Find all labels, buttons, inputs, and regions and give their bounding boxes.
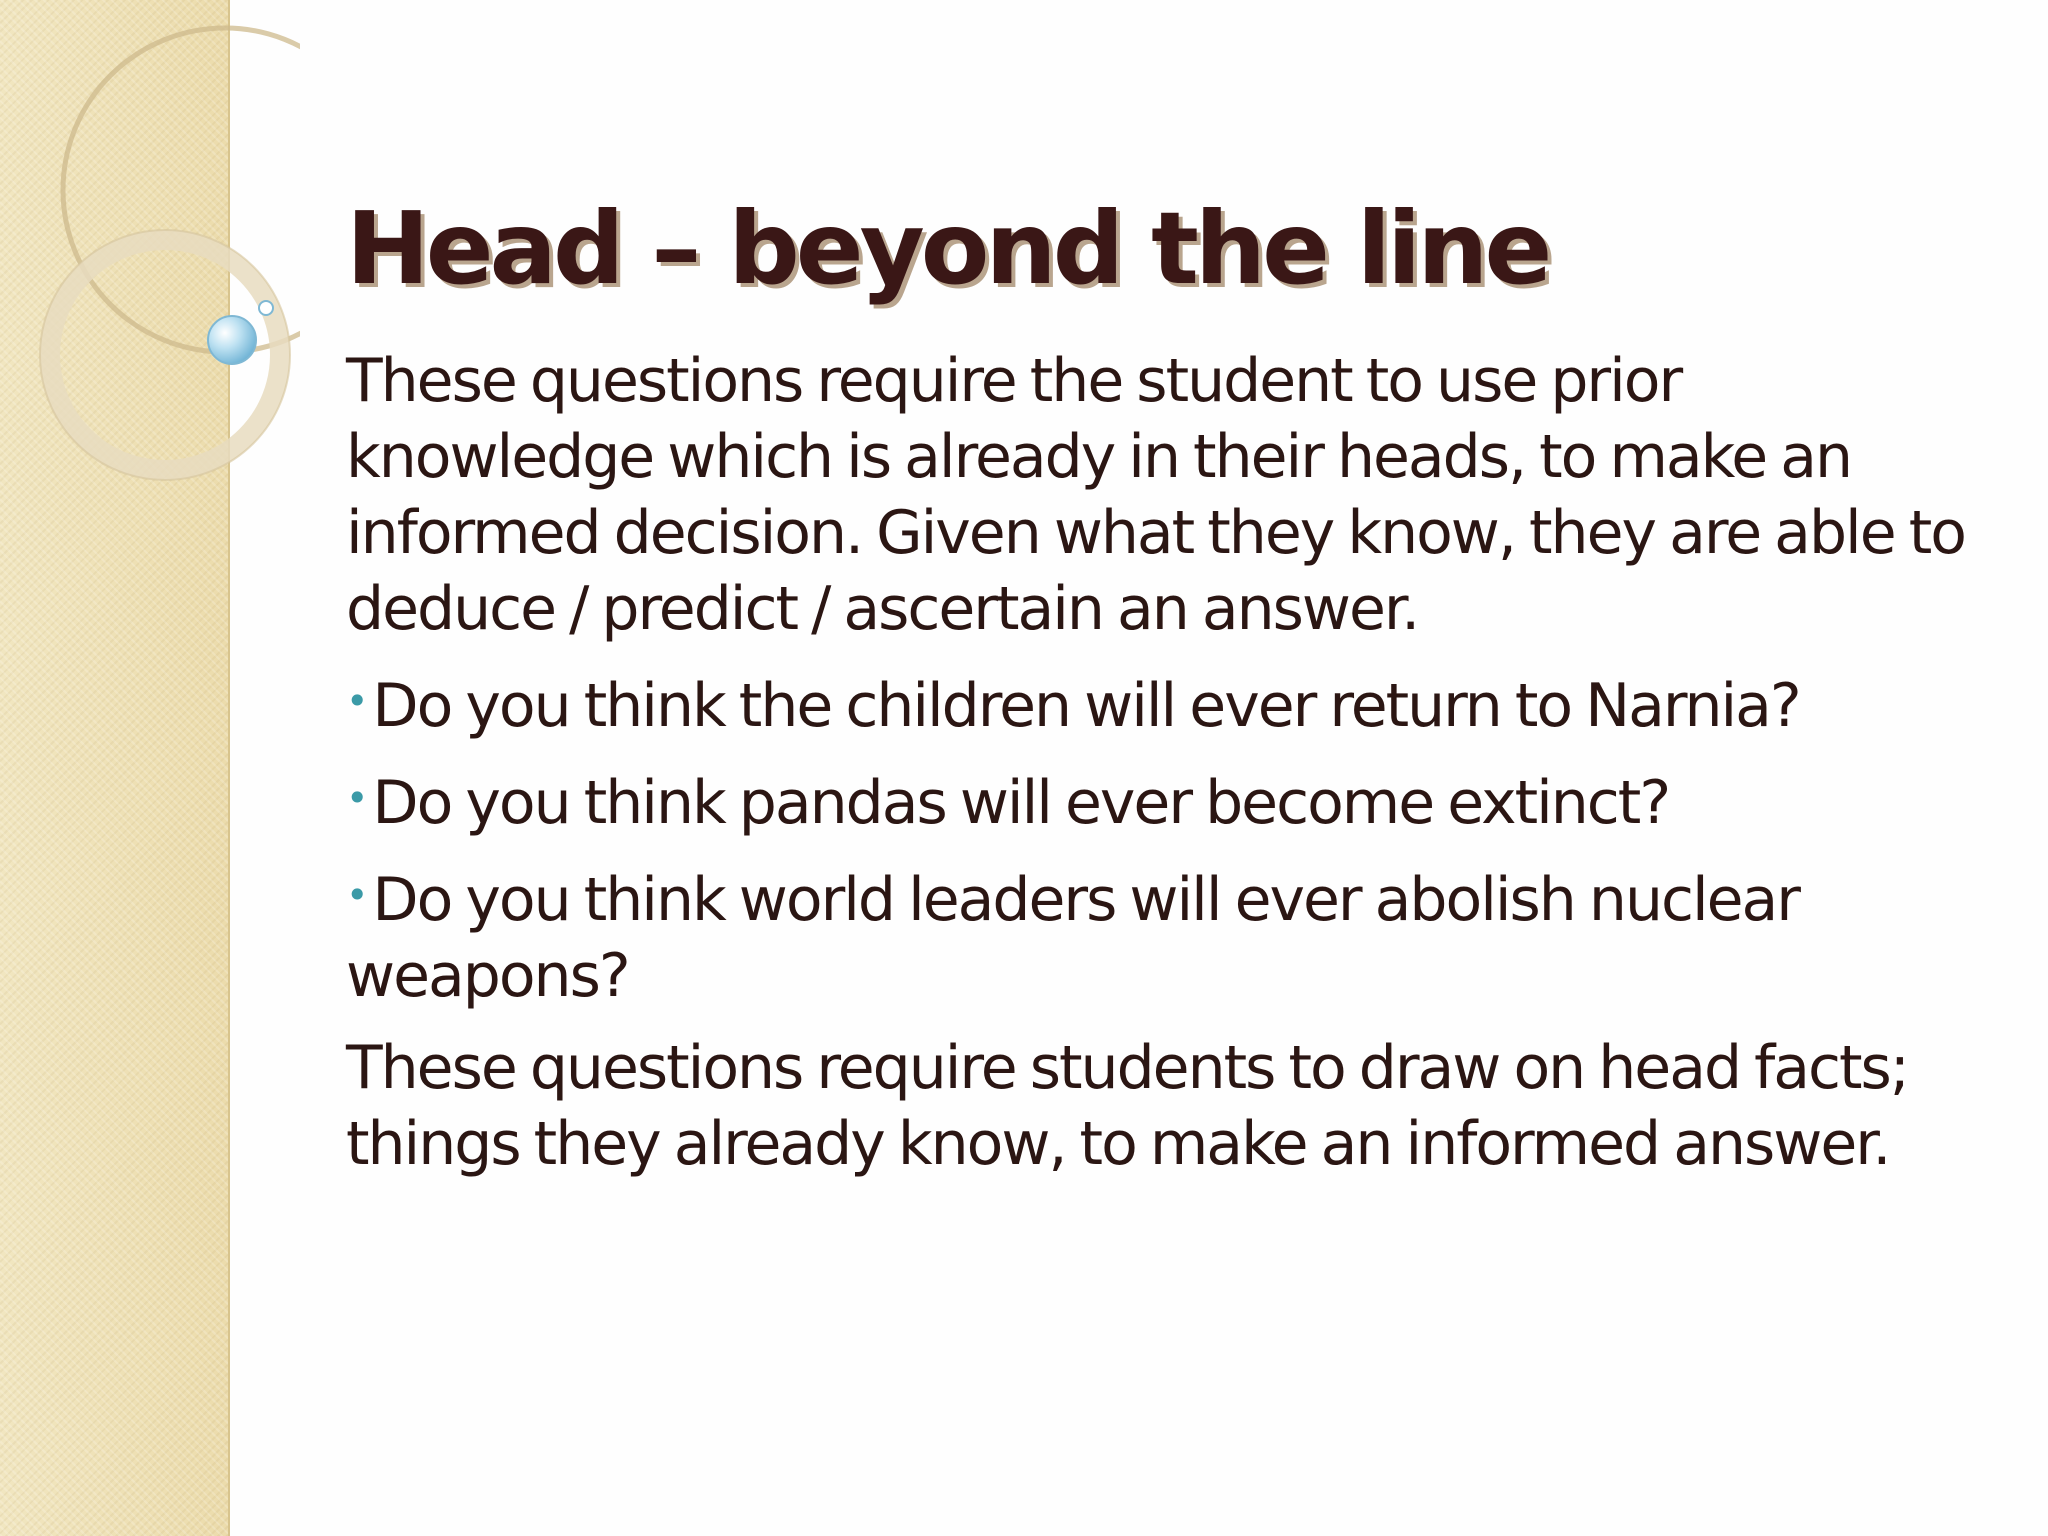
bullet-marker: • (346, 776, 367, 820)
tiny-bubble-decoration (259, 301, 273, 315)
bullet-item (346, 857, 1986, 1014)
intro-paragraph: These questions require the student to use prior knowledge which is already in their heads, to make an informed decision. Given what they know, they are able to deduce / predict / ascertain an answer. (346, 346, 1965, 644)
bullet-item (346, 760, 1986, 841)
bullet-marker: • (346, 679, 367, 723)
bullet-marker: • (346, 873, 367, 917)
bullet-item (346, 663, 1986, 744)
bullet-text: Do you think the children will ever return to Narnia? (372, 671, 1800, 741)
slide-body (346, 343, 1986, 1198)
bullet-text: Do you think world leaders will ever abolish nuclear weapons? (346, 865, 1799, 1011)
bullet-text: Do you think pandas will ever become extinct? (372, 768, 1670, 838)
decorative-circles-ornament (0, 0, 300, 520)
slide-title: Head – beyond the line (346, 190, 1549, 307)
conclusion-paragraph: These questions require students to draw on head facts; things they already know, to make an informed answer. (346, 1033, 1908, 1179)
blue-bubble-decoration (208, 316, 256, 364)
